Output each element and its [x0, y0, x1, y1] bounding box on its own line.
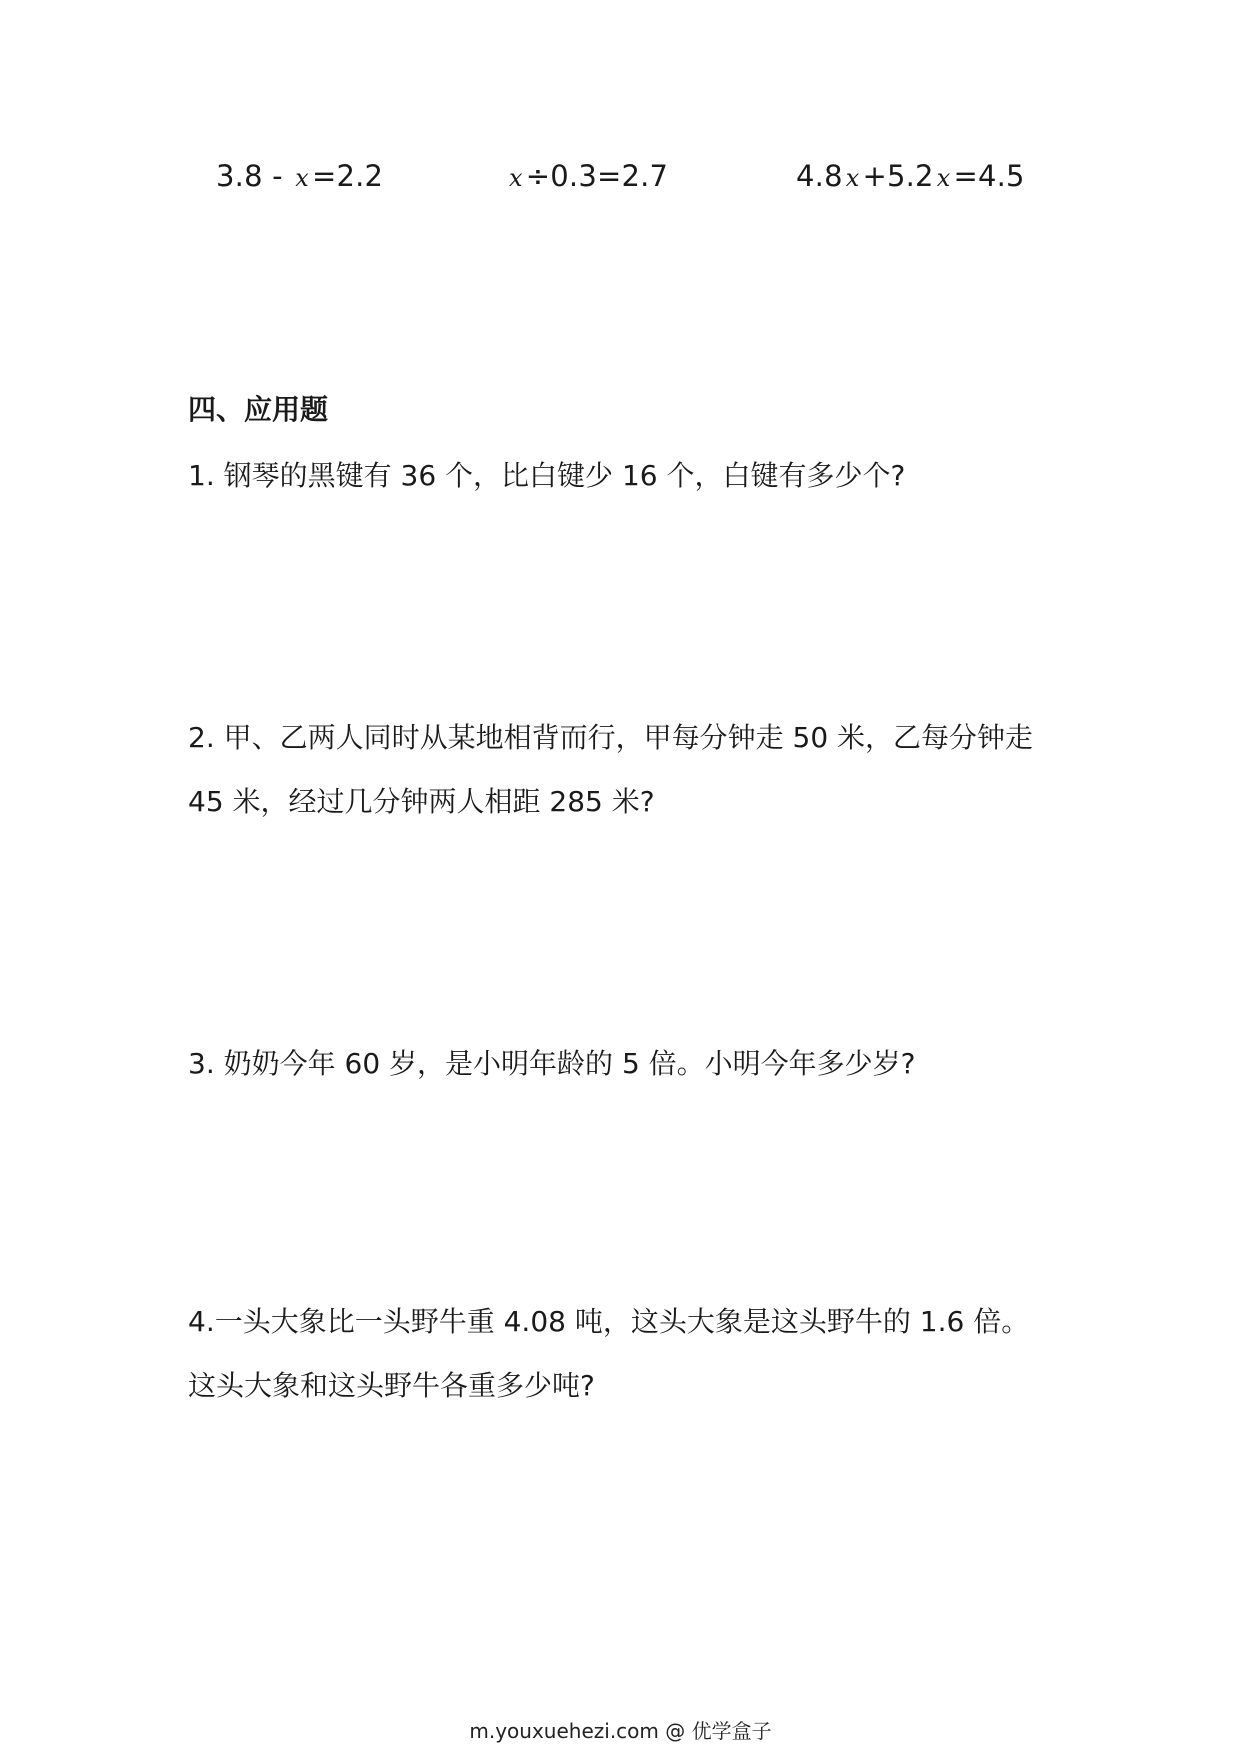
- question-4: [188, 1290, 1088, 1418]
- equation-2-variable: x: [509, 164, 523, 192]
- question-3: [188, 1032, 1088, 1096]
- question-2-line-2: 45 米，经过几分钟两人相距 285 米?: [188, 785, 655, 818]
- section-title: 四、应用题: [188, 393, 329, 426]
- equation-3-left: 4.8: [796, 159, 843, 193]
- equation-2-right: ÷0.3=2.7: [525, 159, 669, 193]
- equation-3-variable: x: [845, 164, 860, 192]
- equation-3-right: =4.5: [953, 159, 1025, 193]
- equation-1-left: 3.8 -: [216, 159, 293, 193]
- question-1: [188, 444, 1088, 508]
- question-1-line-1: 1. 钢琴的黑键有 36 个，比白键少 16 个，白键有多少个?: [188, 459, 906, 492]
- question-4-line-2: 这头大象和这头野牛各重多少吨?: [188, 1369, 595, 1402]
- equation-3: [796, 156, 1025, 198]
- footer-watermark: m.youxuehezi.com @ 优学盒子: [469, 1719, 772, 1743]
- equation-1: [216, 156, 383, 198]
- equation-3-middle: +5.2: [862, 159, 934, 193]
- equation-3-variable-2: x: [936, 164, 951, 192]
- question-4-line-1: 4.一头大象比一头野牛重 4.08 吨，这头大象是这头野牛的 1.6 倍。: [188, 1305, 1030, 1338]
- question-2: [188, 706, 1088, 834]
- question-3-line-1: 3. 奶奶今年 60 岁，是小明年龄的 5 倍。小明今年多少岁?: [188, 1047, 916, 1080]
- equation-2: [506, 156, 668, 198]
- equation-1-right: =2.2: [311, 159, 384, 193]
- question-2-line-1: 2. 甲、乙两人同时从某地相背而行，甲每分钟走 50 米，乙每分钟走: [188, 721, 1034, 754]
- equation-1-variable: x: [295, 164, 309, 192]
